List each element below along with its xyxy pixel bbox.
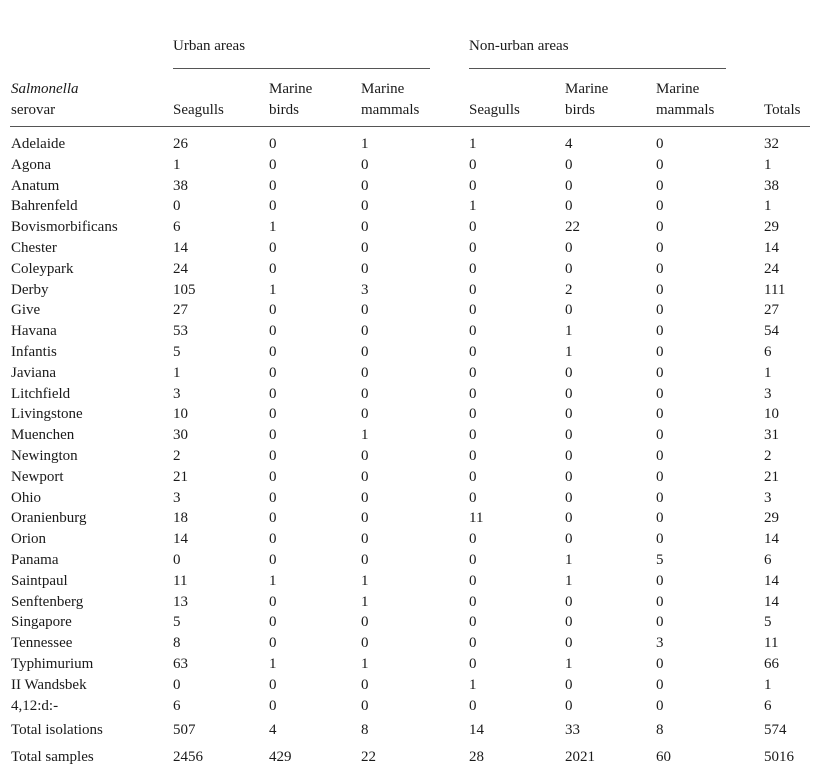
cell-nonurban-seagulls: 0: [469, 614, 477, 630]
urban-group-rule: [173, 68, 430, 69]
cell-nonurban-marine-mammals: 0: [656, 510, 664, 526]
cell-totals: 29: [764, 510, 779, 526]
cell-urban-marine-birds: 0: [269, 469, 277, 485]
cell-serovar: Muenchen: [11, 427, 75, 443]
cell-serovar: Oranienburg: [11, 510, 87, 526]
cell-urban-marine-birds: 0: [269, 510, 277, 526]
cell-nonurban-marine-mammals: 0: [656, 261, 664, 277]
cell-serovar: Chester: [11, 240, 57, 256]
cell-totals: 66: [764, 656, 779, 672]
cell-nonurban-marine-birds: 0: [565, 594, 573, 610]
group-label-nonurban: Non-urban areas: [469, 38, 569, 54]
cell-nonurban-seagulls: 0: [469, 656, 477, 672]
cell-nonurban-seagulls: 0: [469, 427, 477, 443]
cell-urban-seagulls: 10: [173, 406, 188, 422]
cell-totals: 32: [764, 136, 779, 152]
cell-serovar: II Wandsbek: [11, 677, 87, 693]
cell-nonurban-seagulls: 0: [469, 552, 477, 568]
cell-nonurban-seagulls: 1: [469, 677, 477, 693]
cell-nonurban-marine-mammals: 0: [656, 302, 664, 318]
cell-totals: 1: [764, 198, 772, 214]
cell-nonurban-marine-birds: 0: [565, 261, 573, 277]
cell-totals: 6: [764, 552, 772, 568]
cell-nonurban-marine-mammals: 60: [656, 749, 671, 765]
cell-serovar: Saintpaul: [11, 573, 68, 589]
cell-urban-seagulls: 30: [173, 427, 188, 443]
cell-urban-marine-mammals: 0: [361, 365, 369, 381]
cell-totals: 111: [764, 282, 786, 298]
cell-urban-marine-mammals: 0: [361, 219, 369, 235]
cell-urban-marine-birds: 1: [269, 282, 277, 298]
cell-urban-marine-birds: 0: [269, 594, 277, 610]
cell-nonurban-marine-birds: 0: [565, 302, 573, 318]
cell-urban-marine-birds: 0: [269, 490, 277, 506]
cell-urban-marine-mammals: 0: [361, 302, 369, 318]
cell-urban-marine-mammals: 1: [361, 594, 369, 610]
cell-urban-marine-mammals: 1: [361, 136, 369, 152]
cell-nonurban-seagulls: 14: [469, 722, 484, 738]
cell-urban-marine-birds: 1: [269, 656, 277, 672]
cell-nonurban-marine-birds: 0: [565, 386, 573, 402]
cell-urban-seagulls: 3: [173, 386, 181, 402]
cell-urban-marine-mammals: 0: [361, 635, 369, 651]
cell-serovar: Orion: [11, 531, 46, 547]
cell-urban-marine-birds: 429: [269, 749, 292, 765]
cell-nonurban-marine-birds: 22: [565, 219, 580, 235]
cell-urban-seagulls: 2456: [173, 749, 203, 765]
cell-nonurban-seagulls: 0: [469, 573, 477, 589]
cell-urban-marine-mammals: 0: [361, 344, 369, 360]
cell-urban-marine-mammals: 0: [361, 469, 369, 485]
cell-totals: 11: [764, 635, 779, 651]
cell-totals: 54: [764, 323, 779, 339]
cell-serovar: Coleypark: [11, 261, 74, 277]
cell-nonurban-seagulls: 0: [469, 365, 477, 381]
cell-nonurban-marine-mammals: 0: [656, 344, 664, 360]
cell-serovar: Bahrenfeld: [11, 198, 78, 214]
cell-nonurban-marine-birds: 4: [565, 136, 573, 152]
cell-urban-marine-mammals: 0: [361, 552, 369, 568]
cell-nonurban-marine-birds: 0: [565, 531, 573, 547]
cell-urban-marine-birds: 0: [269, 614, 277, 630]
cell-serovar: Litchfield: [11, 386, 71, 402]
cell-nonurban-seagulls: 28: [469, 749, 484, 765]
cell-totals: 14: [764, 240, 779, 256]
cell-nonurban-seagulls: 0: [469, 698, 477, 714]
cell-urban-marine-mammals: 0: [361, 198, 369, 214]
cell-urban-seagulls: 6: [173, 219, 181, 235]
cell-serovar: Tennessee: [11, 635, 73, 651]
cell-nonurban-seagulls: 0: [469, 282, 477, 298]
cell-urban-marine-mammals: 0: [361, 386, 369, 402]
cell-nonurban-marine-mammals: 0: [656, 198, 664, 214]
cell-nonurban-marine-birds: 2: [565, 282, 573, 298]
cell-nonurban-marine-mammals: 0: [656, 365, 664, 381]
cell-serovar: Javiana: [11, 365, 56, 381]
cell-nonurban-marine-birds: 0: [565, 198, 573, 214]
cell-urban-marine-mammals: 0: [361, 157, 369, 173]
cell-serovar: Livingstone: [11, 406, 83, 422]
cell-urban-seagulls: 63: [173, 656, 188, 672]
cell-totals: 1: [764, 365, 772, 381]
cell-totals: 24: [764, 261, 779, 277]
cell-serovar: Infantis: [11, 344, 57, 360]
cell-serovar: Adelaide: [11, 136, 66, 152]
cell-urban-marine-birds: 0: [269, 448, 277, 464]
cell-serovar: Havana: [11, 323, 57, 339]
cell-urban-seagulls: 8: [173, 635, 181, 651]
cell-urban-marine-birds: 0: [269, 552, 277, 568]
col-header-nonurban-marine-birds: Marine birds: [565, 81, 609, 118]
cell-serovar: Newport: [11, 469, 64, 485]
cell-nonurban-seagulls: 0: [469, 261, 477, 277]
cell-nonurban-marine-mammals: 0: [656, 594, 664, 610]
cell-nonurban-marine-birds: 0: [565, 469, 573, 485]
cell-nonurban-marine-mammals: 3: [656, 635, 664, 651]
cell-nonurban-marine-mammals: 0: [656, 427, 664, 443]
cell-nonurban-seagulls: 0: [469, 490, 477, 506]
cell-urban-marine-mammals: 0: [361, 614, 369, 630]
cell-nonurban-marine-mammals: 0: [656, 573, 664, 589]
cell-totals: 27: [764, 302, 779, 318]
cell-urban-seagulls: 14: [173, 240, 188, 256]
cell-nonurban-marine-birds: 1: [565, 573, 573, 589]
cell-totals: 6: [764, 344, 772, 360]
cell-urban-marine-mammals: 0: [361, 531, 369, 547]
cell-nonurban-marine-birds: 0: [565, 365, 573, 381]
cell-urban-marine-mammals: 0: [361, 677, 369, 693]
col-header-nonurban-seagulls: Seagulls: [469, 102, 520, 118]
cell-nonurban-seagulls: 0: [469, 157, 477, 173]
cell-urban-marine-mammals: 0: [361, 240, 369, 256]
cell-nonurban-marine-mammals: 0: [656, 698, 664, 714]
cell-serovar: Typhimurium: [11, 656, 94, 672]
cell-nonurban-marine-birds: 33: [565, 722, 580, 738]
serovar-genus-label: Salmonella: [11, 81, 79, 97]
col-header-nonurban-marine-mammals: Marine mammals: [656, 81, 715, 118]
cell-totals: 31: [764, 427, 779, 443]
cell-nonurban-marine-mammals: 0: [656, 677, 664, 693]
cell-totals: 5: [764, 614, 772, 630]
cell-urban-marine-mammals: 22: [361, 749, 376, 765]
cell-totals: 38: [764, 178, 779, 194]
cell-urban-marine-mammals: 1: [361, 573, 369, 589]
cell-urban-seagulls: 0: [173, 677, 181, 693]
cell-nonurban-seagulls: 1: [469, 136, 477, 152]
cell-totals: 574: [764, 722, 787, 738]
cell-serovar: Ohio: [11, 490, 41, 506]
cell-nonurban-marine-birds: 0: [565, 510, 573, 526]
cell-urban-marine-birds: 0: [269, 531, 277, 547]
cell-urban-marine-mammals: 0: [361, 510, 369, 526]
cell-nonurban-marine-mammals: 0: [656, 219, 664, 235]
cell-urban-marine-birds: 0: [269, 157, 277, 173]
cell-urban-seagulls: 21: [173, 469, 188, 485]
cell-totals: 2: [764, 448, 772, 464]
serovar-label: serovar: [11, 102, 56, 118]
cell-urban-seagulls: 1: [173, 365, 181, 381]
cell-urban-marine-mammals: 0: [361, 406, 369, 422]
cell-totals: 5016: [764, 749, 794, 765]
cell-nonurban-marine-mammals: 0: [656, 240, 664, 256]
col-header-urban-marine-birds: Marine birds: [269, 81, 313, 118]
cell-totals: 3: [764, 490, 772, 506]
cell-nonurban-marine-birds: 0: [565, 698, 573, 714]
cell-nonurban-seagulls: 0: [469, 635, 477, 651]
cell-serovar: 4,12:d:-: [11, 698, 59, 714]
cell-urban-marine-birds: 4: [269, 722, 277, 738]
col-header-urban-marine-mammals: Marine mammals: [361, 81, 420, 118]
cell-nonurban-marine-birds: 0: [565, 677, 573, 693]
cell-nonurban-seagulls: 0: [469, 531, 477, 547]
cell-nonurban-marine-birds: 0: [565, 240, 573, 256]
cell-serovar: Newington: [11, 448, 78, 464]
cell-urban-seagulls: 38: [173, 178, 188, 194]
cell-urban-seagulls: 27: [173, 302, 188, 318]
cell-totals: 14: [764, 573, 779, 589]
cell-serovar: Agona: [11, 157, 51, 173]
cell-urban-marine-birds: 0: [269, 386, 277, 402]
cell-nonurban-marine-birds: 1: [565, 656, 573, 672]
cell-nonurban-marine-birds: 0: [565, 448, 573, 464]
cell-urban-seagulls: 5: [173, 344, 181, 360]
cell-urban-marine-birds: 1: [269, 219, 277, 235]
cell-nonurban-marine-birds: 0: [565, 406, 573, 422]
cell-nonurban-seagulls: 0: [469, 594, 477, 610]
cell-urban-seagulls: 11: [173, 573, 188, 589]
cell-urban-seagulls: 24: [173, 261, 188, 277]
cell-nonurban-marine-mammals: 0: [656, 178, 664, 194]
nonurban-group-rule: [469, 68, 726, 69]
cell-serovar: Panama: [11, 552, 59, 568]
cell-nonurban-marine-mammals: 0: [656, 614, 664, 630]
cell-nonurban-marine-birds: 1: [565, 344, 573, 360]
cell-urban-marine-mammals: 0: [361, 323, 369, 339]
cell-nonurban-seagulls: 0: [469, 178, 477, 194]
cell-nonurban-marine-mammals: 0: [656, 656, 664, 672]
cell-nonurban-marine-birds: 0: [565, 427, 573, 443]
cell-nonurban-marine-mammals: 0: [656, 386, 664, 402]
cell-urban-marine-mammals: 0: [361, 448, 369, 464]
cell-urban-marine-birds: 1: [269, 573, 277, 589]
cell-nonurban-marine-mammals: 0: [656, 136, 664, 152]
cell-urban-marine-mammals: 3: [361, 282, 369, 298]
cell-totals: 14: [764, 531, 779, 547]
cell-totals: 10: [764, 406, 779, 422]
cell-serovar: Give: [11, 302, 41, 318]
cell-nonurban-marine-mammals: 0: [656, 490, 664, 506]
cell-nonurban-seagulls: 0: [469, 469, 477, 485]
cell-urban-marine-birds: 0: [269, 261, 277, 277]
cell-urban-marine-mammals: 8: [361, 722, 369, 738]
cell-nonurban-marine-birds: 0: [565, 490, 573, 506]
cell-nonurban-marine-birds: 1: [565, 323, 573, 339]
cell-nonurban-seagulls: 1: [469, 198, 477, 214]
cell-urban-marine-mammals: 0: [361, 261, 369, 277]
cell-urban-marine-birds: 0: [269, 136, 277, 152]
cell-serovar: Bovismorbificans: [11, 219, 118, 235]
cell-totals: 21: [764, 469, 779, 485]
cell-urban-marine-birds: 0: [269, 406, 277, 422]
cell-nonurban-marine-mammals: 0: [656, 469, 664, 485]
cell-nonurban-marine-mammals: 0: [656, 531, 664, 547]
cell-urban-marine-mammals: 1: [361, 656, 369, 672]
cell-urban-marine-birds: 0: [269, 635, 277, 651]
cell-nonurban-marine-birds: 0: [565, 614, 573, 630]
cell-urban-seagulls: 105: [173, 282, 196, 298]
cell-urban-marine-mammals: 0: [361, 178, 369, 194]
cell-urban-seagulls: 26: [173, 136, 188, 152]
cell-urban-seagulls: 5: [173, 614, 181, 630]
cell-nonurban-marine-birds: 0: [565, 635, 573, 651]
cell-nonurban-seagulls: 0: [469, 323, 477, 339]
cell-urban-marine-birds: 0: [269, 427, 277, 443]
cell-urban-seagulls: 14: [173, 531, 188, 547]
cell-nonurban-marine-birds: 0: [565, 178, 573, 194]
cell-totals: 3: [764, 386, 772, 402]
cell-totals: 14: [764, 594, 779, 610]
col-header-urban-seagulls: Seagulls: [173, 102, 224, 118]
cell-serovar: Senftenberg: [11, 594, 84, 610]
cell-serovar: Derby: [11, 282, 49, 298]
cell-urban-marine-birds: 0: [269, 240, 277, 256]
cell-nonurban-seagulls: 0: [469, 448, 477, 464]
col-header-serovar: [11, 79, 79, 121]
col-header-totals: Totals: [764, 102, 801, 118]
cell-serovar: Anatum: [11, 178, 60, 194]
cell-urban-seagulls: 13: [173, 594, 188, 610]
cell-nonurban-marine-mammals: 8: [656, 722, 664, 738]
cell-urban-marine-mammals: 0: [361, 698, 369, 714]
cell-nonurban-marine-mammals: 0: [656, 448, 664, 464]
cell-nonurban-marine-mammals: 5: [656, 552, 664, 568]
cell-urban-seagulls: 3: [173, 490, 181, 506]
cell-urban-marine-birds: 0: [269, 698, 277, 714]
cell-nonurban-seagulls: 0: [469, 219, 477, 235]
cell-urban-marine-birds: 0: [269, 302, 277, 318]
cell-urban-seagulls: 6: [173, 698, 181, 714]
cell-totals: 6: [764, 698, 772, 714]
cell-urban-marine-birds: 0: [269, 198, 277, 214]
cell-nonurban-seagulls: 0: [469, 240, 477, 256]
cell-nonurban-marine-mammals: 0: [656, 323, 664, 339]
cell-nonurban-marine-mammals: 0: [656, 282, 664, 298]
cell-totals: 1: [764, 677, 772, 693]
cell-urban-seagulls: 507: [173, 722, 196, 738]
cell-nonurban-marine-birds: 2021: [565, 749, 595, 765]
cell-urban-seagulls: 2: [173, 448, 181, 464]
cell-serovar: Total samples: [11, 749, 94, 765]
cell-urban-marine-birds: 0: [269, 365, 277, 381]
cell-urban-seagulls: 0: [173, 552, 181, 568]
cell-urban-seagulls: 0: [173, 198, 181, 214]
cell-urban-marine-birds: 0: [269, 344, 277, 360]
cell-urban-marine-birds: 0: [269, 178, 277, 194]
cell-urban-seagulls: 18: [173, 510, 188, 526]
header-bottom-rule: [10, 126, 810, 127]
cell-nonurban-marine-birds: 0: [565, 157, 573, 173]
group-label-urban: Urban areas: [173, 38, 246, 54]
cell-serovar: Singapore: [11, 614, 72, 630]
cell-urban-marine-mammals: 1: [361, 427, 369, 443]
cell-urban-seagulls: 53: [173, 323, 188, 339]
cell-nonurban-marine-birds: 1: [565, 552, 573, 568]
cell-nonurban-seagulls: 11: [469, 510, 484, 526]
cell-nonurban-marine-mammals: 0: [656, 406, 664, 422]
cell-serovar: Total isolations: [11, 722, 103, 738]
cell-urban-seagulls: 1: [173, 157, 181, 173]
cell-nonurban-seagulls: 0: [469, 386, 477, 402]
cell-nonurban-seagulls: 0: [469, 344, 477, 360]
cell-nonurban-seagulls: 0: [469, 406, 477, 422]
cell-nonurban-seagulls: 0: [469, 302, 477, 318]
cell-urban-marine-birds: 0: [269, 323, 277, 339]
cell-totals: 1: [764, 157, 772, 173]
cell-totals: 29: [764, 219, 779, 235]
cell-urban-marine-birds: 0: [269, 677, 277, 693]
cell-nonurban-marine-mammals: 0: [656, 157, 664, 173]
cell-urban-marine-mammals: 0: [361, 490, 369, 506]
